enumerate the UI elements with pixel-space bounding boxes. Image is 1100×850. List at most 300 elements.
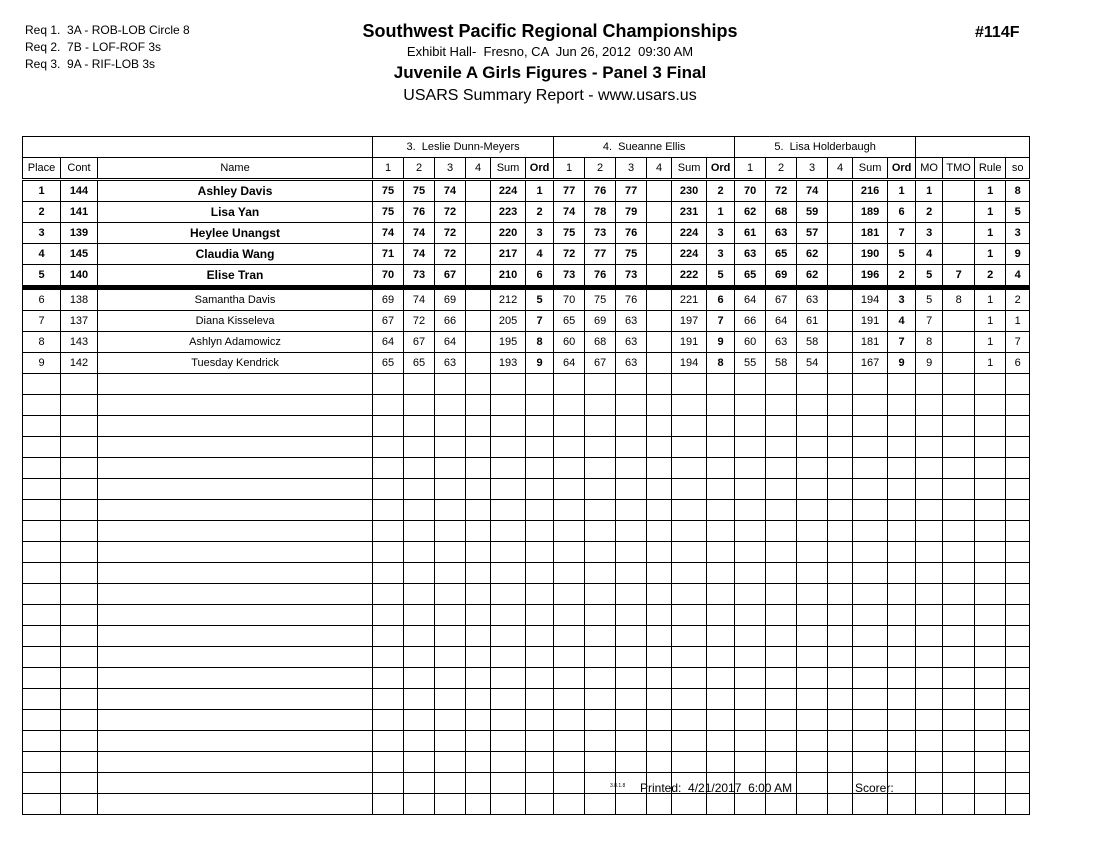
judge-row-spacer-left bbox=[23, 137, 373, 158]
sum-cell bbox=[491, 563, 526, 584]
score-cell bbox=[797, 416, 828, 437]
name-cell bbox=[98, 395, 373, 416]
sum-cell bbox=[853, 374, 888, 395]
tmo-cell bbox=[943, 479, 975, 500]
score-cell bbox=[554, 731, 585, 752]
ord-cell: 3 bbox=[888, 288, 916, 311]
score-cell bbox=[616, 458, 647, 479]
empty-row bbox=[23, 731, 1030, 752]
sum-cell: 221 bbox=[672, 288, 707, 311]
score-cell bbox=[466, 710, 491, 731]
ord-cell bbox=[707, 689, 735, 710]
place-cell bbox=[23, 479, 61, 500]
score-cell bbox=[404, 584, 435, 605]
empty-row bbox=[23, 395, 1030, 416]
rule-cell: 2 bbox=[975, 265, 1006, 288]
score-cell: 64 bbox=[435, 332, 466, 353]
score-cell bbox=[735, 752, 766, 773]
score-cell bbox=[466, 479, 491, 500]
score-cell bbox=[828, 794, 853, 815]
score-cell: 62 bbox=[797, 265, 828, 288]
score-cell: 70 bbox=[373, 265, 404, 288]
score-cell bbox=[585, 626, 616, 647]
so-cell bbox=[1006, 395, 1030, 416]
ord-cell: 5 bbox=[707, 265, 735, 288]
mo-cell bbox=[916, 542, 943, 563]
so-cell bbox=[1006, 437, 1030, 458]
score-cell bbox=[828, 521, 853, 542]
rule-cell: 1 bbox=[975, 332, 1006, 353]
score-cell bbox=[554, 773, 585, 794]
sum-cell: 205 bbox=[491, 311, 526, 332]
score-cell bbox=[797, 521, 828, 542]
so-cell: 2 bbox=[1006, 288, 1030, 311]
req-line-2: Req 2. 7B - LOF-ROF 3s bbox=[25, 40, 162, 54]
sum-cell bbox=[491, 395, 526, 416]
place-cell bbox=[23, 731, 61, 752]
score-cell bbox=[735, 563, 766, 584]
sum-cell bbox=[853, 794, 888, 815]
column-header-cont: Cont bbox=[61, 158, 98, 180]
score-cell bbox=[828, 288, 853, 311]
score-cell bbox=[435, 710, 466, 731]
name-cell bbox=[98, 479, 373, 500]
sum-cell bbox=[853, 689, 888, 710]
score-cell bbox=[404, 521, 435, 542]
column-header-trial: 1 bbox=[373, 158, 404, 180]
ord-cell bbox=[888, 437, 916, 458]
score-cell bbox=[797, 458, 828, 479]
tmo-cell bbox=[943, 710, 975, 731]
cont-cell: 140 bbox=[61, 265, 98, 288]
score-cell bbox=[647, 223, 672, 244]
place-cell: 1 bbox=[23, 180, 61, 202]
rule-cell bbox=[975, 752, 1006, 773]
ord-cell: 1 bbox=[526, 180, 554, 202]
ord-cell bbox=[526, 395, 554, 416]
score-cell bbox=[435, 689, 466, 710]
event-title: Juvenile A Girls Figures - Panel 3 Final bbox=[393, 63, 707, 82]
name-cell bbox=[98, 416, 373, 437]
cont-cell bbox=[61, 500, 98, 521]
mo-cell bbox=[916, 563, 943, 584]
ord-cell bbox=[707, 710, 735, 731]
ord-cell bbox=[707, 395, 735, 416]
score-cell: 74 bbox=[404, 288, 435, 311]
place-cell bbox=[23, 584, 61, 605]
score-cell: 75 bbox=[404, 180, 435, 202]
name-cell bbox=[98, 794, 373, 815]
judge-header-cell: 4. Sueanne Ellis bbox=[554, 137, 735, 158]
score-cell bbox=[828, 374, 853, 395]
score-cell bbox=[373, 626, 404, 647]
column-header-trial: 2 bbox=[404, 158, 435, 180]
column-header-rule: Rule bbox=[975, 158, 1006, 180]
score-cell: 76 bbox=[616, 288, 647, 311]
so-cell: 8 bbox=[1006, 180, 1030, 202]
name-cell bbox=[98, 584, 373, 605]
tmo-cell bbox=[943, 395, 975, 416]
sum-cell: 191 bbox=[672, 332, 707, 353]
score-cell bbox=[647, 288, 672, 311]
mo-cell bbox=[916, 731, 943, 752]
score-cell: 76 bbox=[585, 265, 616, 288]
sum-cell: 224 bbox=[672, 223, 707, 244]
name-cell: Ashley Davis bbox=[98, 180, 373, 202]
score-cell bbox=[466, 563, 491, 584]
sum-cell: 191 bbox=[853, 311, 888, 332]
rule-cell bbox=[975, 479, 1006, 500]
score-cell bbox=[616, 563, 647, 584]
mo-cell: 8 bbox=[916, 332, 943, 353]
ord-cell: 3 bbox=[707, 223, 735, 244]
cont-cell bbox=[61, 647, 98, 668]
score-cell: 62 bbox=[735, 202, 766, 223]
score-cell bbox=[466, 180, 491, 202]
column-header-sum: Sum bbox=[853, 158, 888, 180]
ord-cell bbox=[526, 437, 554, 458]
ord-cell bbox=[526, 500, 554, 521]
ord-cell: 2 bbox=[888, 265, 916, 288]
req-line-1: Req 1. 3A - ROB-LOB Circle 8 bbox=[25, 23, 190, 37]
score-cell bbox=[828, 752, 853, 773]
score-cell bbox=[585, 689, 616, 710]
ord-cell: 5 bbox=[888, 244, 916, 265]
name-cell: Claudia Wang bbox=[98, 244, 373, 265]
sum-cell bbox=[672, 626, 707, 647]
score-cell bbox=[554, 395, 585, 416]
score-cell bbox=[647, 668, 672, 689]
column-header-trial: 4 bbox=[647, 158, 672, 180]
score-cell: 65 bbox=[373, 353, 404, 374]
score-cell bbox=[404, 395, 435, 416]
score-cell bbox=[404, 542, 435, 563]
tmo-cell bbox=[943, 500, 975, 521]
table-row bbox=[23, 353, 1030, 374]
page-title: Southwest Pacific Regional Championships bbox=[362, 21, 738, 41]
score-cell bbox=[373, 689, 404, 710]
rule-cell bbox=[975, 584, 1006, 605]
score-cell: 74 bbox=[404, 223, 435, 244]
score-cell bbox=[585, 437, 616, 458]
ord-cell bbox=[707, 605, 735, 626]
so-cell: 3 bbox=[1006, 223, 1030, 244]
table-row bbox=[23, 202, 1030, 223]
tmo-cell bbox=[943, 731, 975, 752]
tmo-cell bbox=[943, 563, 975, 584]
report-subtitle: USARS Summary Report - www.usars.us bbox=[403, 87, 697, 104]
judge-header-cell: 5. Lisa Holderbaugh bbox=[735, 137, 916, 158]
score-cell: 58 bbox=[766, 353, 797, 374]
score-cell bbox=[766, 794, 797, 815]
ord-cell bbox=[888, 605, 916, 626]
score-cell bbox=[616, 479, 647, 500]
mo-cell bbox=[916, 500, 943, 521]
ord-cell bbox=[526, 458, 554, 479]
tmo-cell bbox=[943, 647, 975, 668]
score-cell bbox=[435, 794, 466, 815]
so-cell bbox=[1006, 605, 1030, 626]
name-cell bbox=[98, 773, 373, 794]
mo-cell: 2 bbox=[916, 202, 943, 223]
place-cell: 2 bbox=[23, 202, 61, 223]
score-cell bbox=[828, 311, 853, 332]
mo-cell bbox=[916, 605, 943, 626]
score-cell bbox=[616, 395, 647, 416]
score-cell bbox=[735, 437, 766, 458]
score-cell: 71 bbox=[373, 244, 404, 265]
ord-cell bbox=[526, 668, 554, 689]
score-cell bbox=[647, 710, 672, 731]
ord-cell bbox=[888, 479, 916, 500]
rule-cell: 1 bbox=[975, 288, 1006, 311]
sum-cell: 195 bbox=[491, 332, 526, 353]
score-cell bbox=[466, 374, 491, 395]
empty-row bbox=[23, 458, 1030, 479]
column-header-trial: 1 bbox=[735, 158, 766, 180]
score-cell bbox=[585, 794, 616, 815]
rule-cell bbox=[975, 689, 1006, 710]
score-cell bbox=[616, 500, 647, 521]
rule-cell bbox=[975, 521, 1006, 542]
score-cell bbox=[647, 437, 672, 458]
score-cell bbox=[647, 563, 672, 584]
so-cell bbox=[1006, 710, 1030, 731]
score-cell bbox=[616, 542, 647, 563]
score-cell bbox=[616, 689, 647, 710]
sum-cell: 231 bbox=[672, 202, 707, 223]
sum-cell bbox=[672, 521, 707, 542]
cont-cell: 144 bbox=[61, 180, 98, 202]
score-cell bbox=[373, 773, 404, 794]
name-cell bbox=[98, 563, 373, 584]
name-cell bbox=[98, 689, 373, 710]
so-cell: 6 bbox=[1006, 353, 1030, 374]
score-cell bbox=[828, 202, 853, 223]
empty-row bbox=[23, 626, 1030, 647]
tmo-cell bbox=[943, 311, 975, 332]
column-header-ord: Ord bbox=[707, 158, 735, 180]
sum-cell bbox=[491, 731, 526, 752]
score-cell: 68 bbox=[766, 202, 797, 223]
column-header-place: Place bbox=[23, 158, 61, 180]
name-cell bbox=[98, 647, 373, 668]
score-cell: 72 bbox=[554, 244, 585, 265]
tmo-cell bbox=[943, 458, 975, 479]
place-cell: 8 bbox=[23, 332, 61, 353]
rule-cell bbox=[975, 395, 1006, 416]
ord-cell bbox=[526, 773, 554, 794]
sum-cell bbox=[491, 626, 526, 647]
tmo-cell bbox=[943, 689, 975, 710]
score-cell bbox=[797, 374, 828, 395]
score-cell: 60 bbox=[554, 332, 585, 353]
ord-cell: 2 bbox=[707, 180, 735, 202]
table-row bbox=[23, 332, 1030, 353]
mo-cell bbox=[916, 773, 943, 794]
ord-cell bbox=[888, 416, 916, 437]
sum-cell bbox=[853, 731, 888, 752]
score-cell bbox=[373, 542, 404, 563]
table-row bbox=[23, 288, 1030, 311]
score-cell: 63 bbox=[616, 353, 647, 374]
so-cell: 7 bbox=[1006, 332, 1030, 353]
cont-cell bbox=[61, 542, 98, 563]
score-cell bbox=[647, 244, 672, 265]
mo-cell: 1 bbox=[916, 180, 943, 202]
score-cell: 77 bbox=[554, 180, 585, 202]
score-cell bbox=[647, 689, 672, 710]
sum-cell bbox=[672, 752, 707, 773]
ord-cell: 5 bbox=[526, 288, 554, 311]
sum-cell bbox=[853, 668, 888, 689]
ord-cell bbox=[526, 710, 554, 731]
score-cell bbox=[554, 416, 585, 437]
score-cell bbox=[828, 395, 853, 416]
rule-cell bbox=[975, 374, 1006, 395]
score-cell bbox=[828, 265, 853, 288]
column-header-ord: Ord bbox=[526, 158, 554, 180]
score-cell bbox=[647, 794, 672, 815]
score-cell: 65 bbox=[735, 265, 766, 288]
score-cell bbox=[766, 542, 797, 563]
score-cell: 62 bbox=[797, 244, 828, 265]
score-cell bbox=[466, 332, 491, 353]
tmo-cell bbox=[943, 794, 975, 815]
tmo-cell bbox=[943, 542, 975, 563]
score-cell: 67 bbox=[766, 288, 797, 311]
tmo-cell bbox=[943, 437, 975, 458]
mo-cell bbox=[916, 689, 943, 710]
sum-cell bbox=[491, 542, 526, 563]
tmo-cell: 7 bbox=[943, 265, 975, 288]
score-cell bbox=[735, 479, 766, 500]
score-cell bbox=[735, 731, 766, 752]
score-cell: 74 bbox=[435, 180, 466, 202]
ord-cell bbox=[526, 521, 554, 542]
judge-header-cell: 3. Leslie Dunn-Meyers bbox=[373, 137, 554, 158]
ord-cell bbox=[888, 647, 916, 668]
score-cell bbox=[766, 416, 797, 437]
mo-cell: 5 bbox=[916, 265, 943, 288]
score-cell bbox=[828, 180, 853, 202]
venue-line: Exhibit Hall- Fresno, CA Jun 26, 2012 09:30 AM bbox=[406, 44, 694, 59]
score-cell: 73 bbox=[404, 265, 435, 288]
ord-cell bbox=[707, 521, 735, 542]
score-cell: 64 bbox=[766, 311, 797, 332]
mo-cell: 5 bbox=[916, 288, 943, 311]
cont-cell bbox=[61, 605, 98, 626]
score-cell: 74 bbox=[797, 180, 828, 202]
cont-cell: 145 bbox=[61, 244, 98, 265]
cont-cell bbox=[61, 479, 98, 500]
place-cell: 6 bbox=[23, 288, 61, 311]
score-cell bbox=[828, 542, 853, 563]
results-body bbox=[23, 180, 1030, 815]
score-cell bbox=[647, 458, 672, 479]
sum-cell: 167 bbox=[853, 353, 888, 374]
score-cell: 67 bbox=[373, 311, 404, 332]
so-cell bbox=[1006, 500, 1030, 521]
score-cell bbox=[466, 626, 491, 647]
version-text: 3.8.1.8 bbox=[610, 783, 626, 789]
score-cell: 65 bbox=[766, 244, 797, 265]
ord-cell bbox=[526, 647, 554, 668]
empty-row bbox=[23, 647, 1030, 668]
score-cell bbox=[466, 202, 491, 223]
score-cell: 75 bbox=[373, 202, 404, 223]
score-cell bbox=[797, 794, 828, 815]
ord-cell: 1 bbox=[707, 202, 735, 223]
score-cell bbox=[616, 437, 647, 458]
sum-cell: 224 bbox=[491, 180, 526, 202]
place-cell bbox=[23, 374, 61, 395]
column-header-row bbox=[23, 158, 1030, 180]
score-cell bbox=[435, 626, 466, 647]
cont-cell bbox=[61, 374, 98, 395]
score-cell: 74 bbox=[373, 223, 404, 244]
score-cell bbox=[466, 794, 491, 815]
score-cell bbox=[404, 773, 435, 794]
so-cell bbox=[1006, 458, 1030, 479]
name-cell: Samantha Davis bbox=[98, 288, 373, 311]
rule-cell: 1 bbox=[975, 244, 1006, 265]
score-cell bbox=[435, 521, 466, 542]
cont-cell: 139 bbox=[61, 223, 98, 244]
score-cell bbox=[373, 794, 404, 815]
rule-cell: 1 bbox=[975, 353, 1006, 374]
score-cell bbox=[435, 500, 466, 521]
score-cell bbox=[404, 479, 435, 500]
score-cell bbox=[554, 500, 585, 521]
so-cell bbox=[1006, 542, 1030, 563]
score-cell bbox=[373, 416, 404, 437]
place-cell bbox=[23, 626, 61, 647]
score-cell: 78 bbox=[585, 202, 616, 223]
ord-cell bbox=[707, 794, 735, 815]
score-cell: 69 bbox=[373, 288, 404, 311]
sum-cell bbox=[853, 479, 888, 500]
score-cell bbox=[435, 647, 466, 668]
rule-cell: 1 bbox=[975, 223, 1006, 244]
column-header-trial: 4 bbox=[828, 158, 853, 180]
score-cell bbox=[585, 668, 616, 689]
score-cell bbox=[585, 374, 616, 395]
score-cell bbox=[616, 668, 647, 689]
score-cell bbox=[616, 626, 647, 647]
so-cell bbox=[1006, 752, 1030, 773]
sum-cell bbox=[853, 458, 888, 479]
rule-cell bbox=[975, 647, 1006, 668]
score-cell bbox=[404, 563, 435, 584]
sum-cell: 181 bbox=[853, 223, 888, 244]
score-cell bbox=[373, 584, 404, 605]
tmo-cell bbox=[943, 223, 975, 244]
score-cell bbox=[828, 353, 853, 374]
sum-cell bbox=[853, 542, 888, 563]
sum-cell bbox=[672, 710, 707, 731]
score-cell bbox=[647, 626, 672, 647]
sum-cell bbox=[491, 374, 526, 395]
scorer-label: Scorer: bbox=[855, 781, 894, 795]
score-cell bbox=[373, 458, 404, 479]
sum-cell: 210 bbox=[491, 265, 526, 288]
sum-cell bbox=[491, 773, 526, 794]
score-cell bbox=[466, 288, 491, 311]
ord-cell bbox=[888, 500, 916, 521]
score-cell bbox=[828, 416, 853, 437]
tmo-cell bbox=[943, 244, 975, 265]
